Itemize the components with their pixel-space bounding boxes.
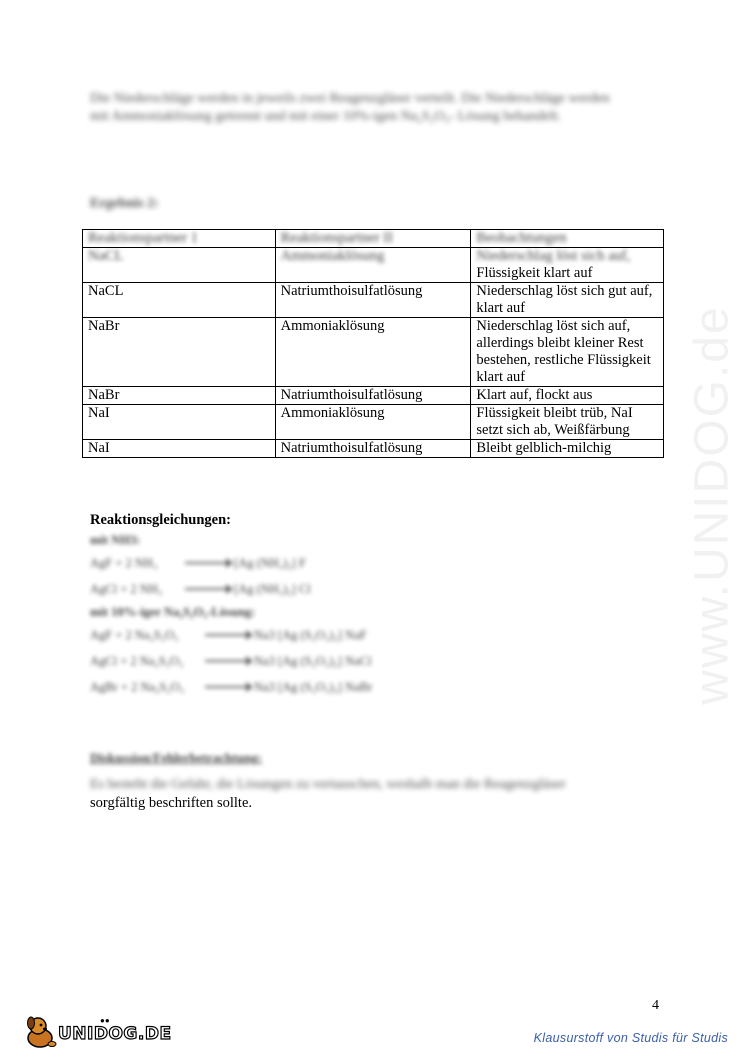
table-row bbox=[83, 283, 664, 318]
cell-observation: Bleibt gelblich-milchig bbox=[471, 440, 664, 458]
equations-subheading-nh3: mit NH3: bbox=[90, 533, 141, 547]
cell-partner-1: NaI bbox=[83, 405, 276, 440]
reaction-arrow-icon bbox=[185, 562, 230, 564]
paw-icon: ●● bbox=[100, 1016, 110, 1025]
equation-right: Na3 [Ag (S₂O₃)₂] NaCl bbox=[254, 653, 372, 668]
reactions-heading: Reaktionsgleichungen: bbox=[90, 512, 231, 528]
unidog-logo[interactable] bbox=[22, 1014, 172, 1050]
discussion-text: sorgfältig beschriften sollte. bbox=[90, 795, 253, 811]
cell-observation: Niederschlag löst sich auf, allerdings bleibt kleiner Rest bestehen, restliche Flüssigkeit klart auf bbox=[471, 318, 664, 387]
cell-observation: Niederschlag löst sich auf, Flüssigkeit klart auf bbox=[471, 248, 664, 283]
cell-partner-1: NaI bbox=[83, 440, 276, 458]
equation-left: AgBr + 2 Na₂S₂O₃ bbox=[90, 679, 185, 694]
equations-subheading-thiosulfate: mit 10%-iger Na₂S₂O₃-Lösung: bbox=[90, 605, 256, 619]
cell-observation: Klart auf, flockt aus bbox=[471, 387, 664, 405]
equation-left: AgF + 2 Na₂S₂O₃ bbox=[90, 627, 179, 642]
cell-partner-2: Natriumthoisulfatlösung bbox=[275, 387, 471, 405]
discussion-heading: Diskussion/Fehlerbetrachtung: bbox=[90, 750, 262, 765]
reaction-arrow-icon bbox=[205, 686, 250, 688]
cell-partner-2: Natriumthoisulfatlösung bbox=[275, 283, 471, 318]
equation-right: [Ag (NH₃)₂] F bbox=[234, 555, 306, 570]
intro-line-1: Die Niederschläge werden in jeweils zwei Reagenzgläser verteilt. Die Niederschläge werden bbox=[90, 91, 610, 106]
cell-partner-2: Ammoniaklösung bbox=[275, 405, 471, 440]
header-reaktionspartner-1: Reaktionspartner 1 bbox=[83, 230, 276, 248]
equation-line bbox=[90, 622, 510, 648]
reaction-arrow-icon bbox=[185, 588, 230, 590]
logo-text: UNIDOG.DE bbox=[58, 1024, 172, 1044]
cell-partner-1: NaCL bbox=[83, 283, 276, 318]
dog-icon bbox=[22, 1014, 60, 1050]
equation-right: Na3 [Ag (S₂O₃)₂] NaF bbox=[254, 627, 367, 642]
equation-line bbox=[90, 674, 510, 700]
cell-partner-1: NaCL bbox=[83, 248, 276, 283]
reaction-arrow-icon bbox=[205, 634, 250, 636]
reaction-equations bbox=[90, 530, 510, 700]
equation-left: AgCl + 2 Na₂S₂O₃ bbox=[90, 653, 184, 668]
cell-partner-2: Ammoniaklösung bbox=[275, 318, 471, 387]
equation-line bbox=[90, 648, 510, 674]
header-beobachtungen: Beobachtungen bbox=[471, 230, 664, 248]
page-number: 4 bbox=[652, 998, 659, 1013]
cell-observation: Niederschlag löst sich gut auf, klart auf bbox=[471, 283, 664, 318]
equation-left: AgF + 2 NH₃ bbox=[90, 555, 158, 570]
discussion-text-blurred: Es besteht die Gefahr, die Lösungen zu vertauschen, weshalb man die Reagenzgläser bbox=[90, 777, 566, 792]
results-table bbox=[82, 229, 664, 458]
cell-partner-2: Ammoniaklösung bbox=[275, 248, 471, 283]
equation-line bbox=[90, 550, 510, 576]
cell-partner-1: NaBr bbox=[83, 387, 276, 405]
reaction-arrow-icon bbox=[205, 660, 250, 662]
result-heading: Ergebnis 2: bbox=[90, 196, 159, 211]
cell-partner-2: Natriumthoisulfatlösung bbox=[275, 440, 471, 458]
header-reaktionspartner-2: Reaktionspartner II bbox=[275, 230, 471, 248]
equation-right: Na3 [Ag (S₂O₃)₂] NaBr bbox=[254, 679, 373, 694]
table-row bbox=[83, 440, 664, 458]
equation-right: [Ag (NH₃)₂] Cl bbox=[234, 581, 311, 596]
equation-left: AgCl + 2 NH₃ bbox=[90, 581, 163, 596]
table-header-row bbox=[83, 230, 664, 248]
table-row bbox=[83, 387, 664, 405]
intro-line-2: mit Ammoniaklösung getrennt und mit einer 10%-igen Na₂S₂O₃- Lösung behandelt. bbox=[90, 109, 562, 124]
equation-line bbox=[90, 576, 510, 602]
intro-paragraph bbox=[90, 90, 660, 126]
table-row bbox=[83, 318, 664, 387]
table-row bbox=[83, 405, 664, 440]
cell-observation: Flüssigkeit bleibt trüb, NaI setzt sich ab, Weißfärbung bbox=[471, 405, 664, 440]
watermark-text: www.UNIDOG.de bbox=[685, 305, 739, 705]
footer-slogan: Klausurstoff von Studis für Studis bbox=[533, 1031, 728, 1045]
table-row bbox=[83, 248, 664, 283]
cell-partner-1: NaBr bbox=[83, 318, 276, 387]
